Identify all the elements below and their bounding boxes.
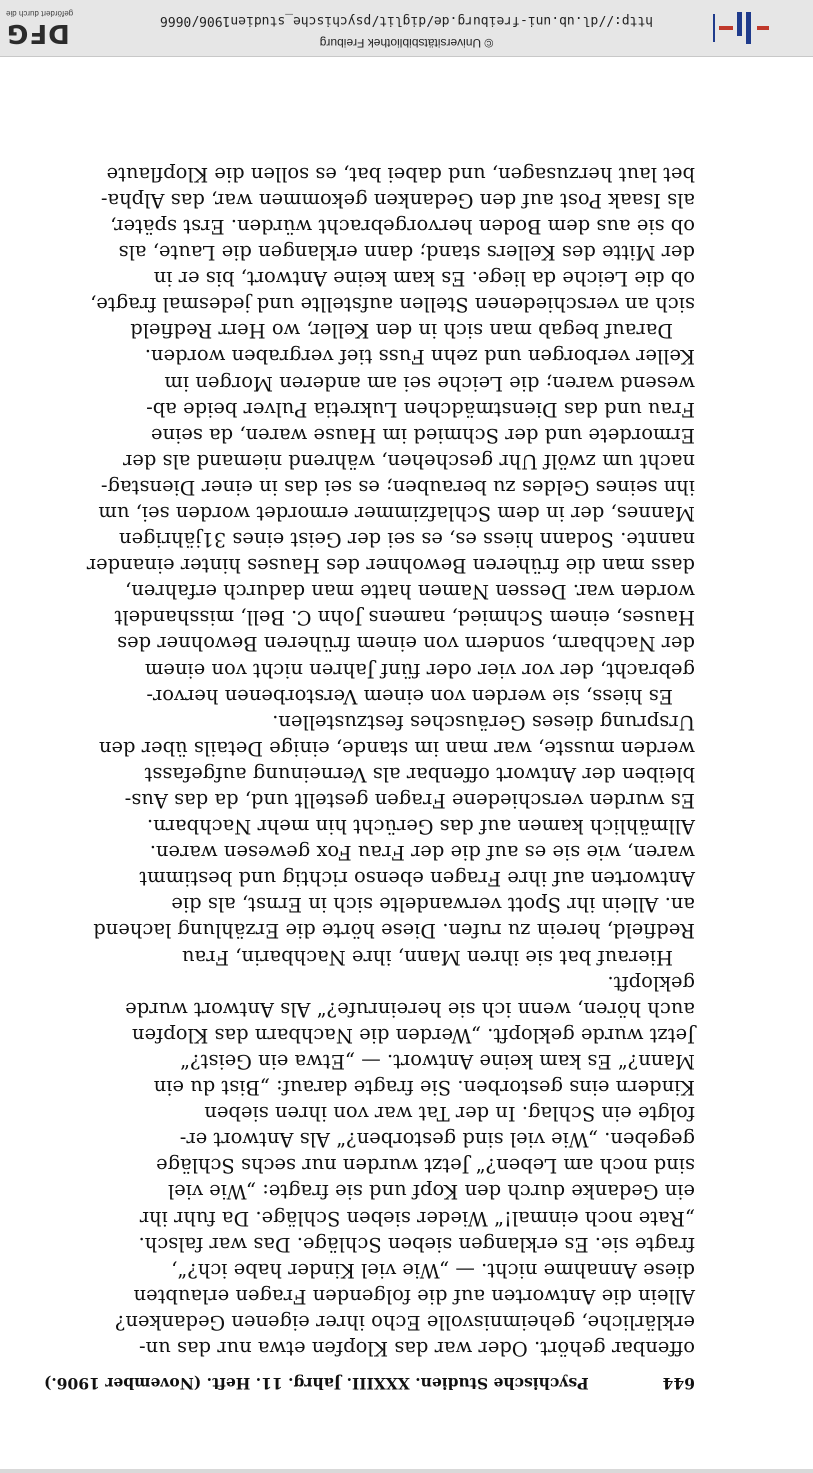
running-head bbox=[44, 1374, 695, 1393]
text-line: an. Allein ihr Spott verwandelte sich in Ernst, als die bbox=[171, 893, 695, 917]
text-line: Mannes, der in dem Schlafzimmer ermordet worden sei, um bbox=[98, 502, 695, 525]
text-line: Redfield, herein zu rufen. Diese hörte die Erzählung lachend bbox=[93, 919, 695, 943]
text-line: ein Gedanke durch den Kopf und sie fragte: „Wie viel bbox=[167, 1180, 695, 1204]
text-line: Es wurden verschiedene Fragen gestellt und, da das Aus- bbox=[124, 789, 695, 813]
text-line: offenbar gehört. Oder war das Klopfen etwa nur das un- bbox=[139, 1337, 695, 1360]
text-line: ob sie aus dem Boden hervorgebracht würden. Erst später, bbox=[110, 214, 695, 238]
text-line: Allein die Antworten auf die folgenden Fragen erlaubten bbox=[133, 1284, 695, 1308]
text-line: Allmählich kamen auf das Gerücht hin mehr Nachbarn. bbox=[146, 815, 695, 839]
text-line: Antworten auf ihre Fragen ebenso richtig und bestimmt bbox=[139, 867, 695, 891]
text-line: Frau und das Dienstmädchen Lukretia Pulver beide ab- bbox=[146, 397, 695, 421]
text-line: bleiben der Antwort offenbar als Verneinung aufgefasst bbox=[144, 762, 695, 786]
document-url[interactable]: http://dl.ub.uni-freiburg.de/diglit/psychische_studien1906/0666 bbox=[159, 13, 654, 28]
text-line: Ermordete und der Schmied im Hause waren, da seine bbox=[150, 423, 695, 447]
text-line: Es hiess, sie werden von einem Verstorbenen hervor- bbox=[146, 684, 673, 708]
text-line: „Rate noch einmal!“ Wieder sieben Schläge. Da fuhr ihr bbox=[139, 1206, 695, 1230]
text-line: werden musste, war man im stande, einige Details über den bbox=[98, 736, 695, 760]
text-line: wesend waren; die Leiche sei am anderen Morgen im bbox=[164, 371, 695, 395]
scan-edge bbox=[0, 1469, 813, 1473]
text-line: gebracht, der vor vier oder fünf Jahren nicht von einem bbox=[144, 658, 695, 682]
dfg-logo[interactable] bbox=[0, 6, 100, 50]
text-line: folgte ein Schlag. In der Tat war von ihren sieben bbox=[204, 1102, 695, 1126]
text-line: gegeben. „Wie viel sind gestorben?“ Als Antwort er- bbox=[179, 1128, 695, 1152]
page-number: 644 bbox=[662, 1374, 695, 1393]
text-line: der Mitte des Kellers stand; dann erklangen die Laute, als bbox=[118, 241, 695, 265]
copyright-notice: © Universitätsbibliothek Freiburg bbox=[319, 36, 494, 50]
text-line: Jetzt wurde geklopft. „Werden die Nachbarn das Klopfen bbox=[131, 1023, 695, 1047]
text-line: Kindern eins gestorben. Sie fragte darauf: „Bist du ein bbox=[153, 1076, 695, 1100]
text-line: Mann?“ Es kam keine Antwort. — „Etwa ein Geist?“ bbox=[180, 1049, 695, 1073]
text-line: waren, wie sie es auf die der Frau Fox gewesen waren. bbox=[149, 841, 695, 865]
text-line: bet laut herzusagen, und dabei bat, es sollen die Klopflaute bbox=[106, 162, 695, 186]
text-line: erklärliche, geheimnisvolle Echo ihrer eigenen Gedanken? bbox=[114, 1310, 695, 1334]
text-line: worden war. Dessen Namen hatte man dadurch erfahren, bbox=[125, 580, 695, 604]
text-line: nannte. Sodann hiess es, es sei der Geist eines 31jährigen bbox=[118, 528, 695, 552]
text-line: ihn seines Geldes zu berauben; es sei das in einer Dienstag- bbox=[100, 475, 695, 499]
text-line: sich an verschiedenen Stellen aufstellte und jedesmal fragte, bbox=[90, 293, 695, 317]
text-line: auch hören, wenn ich sie hereinrufe?“ Als Antwort wurde bbox=[125, 997, 695, 1021]
text-line: Keller verborgen und zehn Fuss tief vergraben worden. bbox=[144, 345, 695, 369]
text-line: nacht um zwölf Uhr geschehen, während niemand als der bbox=[122, 449, 695, 473]
viewer-footer-bar bbox=[0, 0, 813, 57]
text-line: sind noch am Leben?“ Jetzt wurden nur sechs Schläge bbox=[156, 1154, 695, 1178]
text-line: Hierauf bat sie ihren Mann, ihre Nachbarin, Frau bbox=[181, 945, 673, 969]
text-line: Ursprung dieses Geräusches festzustellen. bbox=[272, 710, 695, 734]
page-body-text bbox=[44, 161, 695, 1361]
text-line: Darauf begab man sich in den Keller, wo Herr Redfield bbox=[130, 319, 673, 343]
text-line: ob die Leiche da liege. Es kam keine Antwort, bis er in bbox=[153, 267, 695, 291]
running-title: Psychische Studien. XXXIII. Jahrg. 11. Heft. (November 1906.) bbox=[44, 1374, 589, 1393]
dfg-logo-subtitle: gefördert durch die bbox=[6, 9, 74, 18]
text-line: dass man die früheren Bewohner des Hauses hinter einander bbox=[86, 554, 695, 578]
text-line: Hauses, einem Schmied, namens John C. Bell, misshandelt bbox=[114, 606, 695, 630]
text-line: geklopft. bbox=[607, 971, 695, 995]
text-line: als Isaak Post auf den Gedanken gekommen war, das Alpha- bbox=[100, 188, 695, 212]
text-line: fragte sie. Es erklangen sieben Schläge. Das war falsch. bbox=[138, 1232, 695, 1256]
text-line: diese Annahme nicht. — „Wie viel Kinder habe ich?“, bbox=[171, 1258, 695, 1282]
dfg-logo-mark: DFG bbox=[6, 18, 70, 48]
text-line: der Nachbarn, sondern von einem früheren Bewohner des bbox=[117, 632, 695, 656]
